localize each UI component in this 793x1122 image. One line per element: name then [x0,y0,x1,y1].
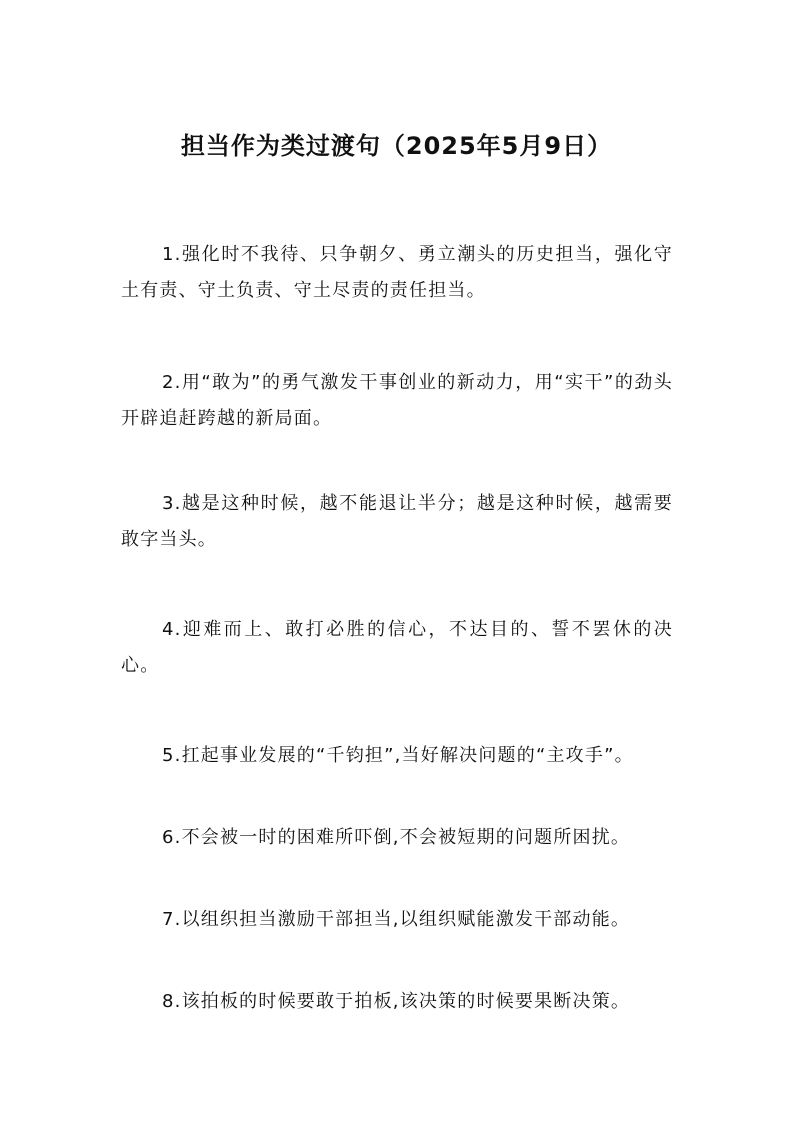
paragraph-2: 2.用“敢为”的勇气激发干事创业的新动力，用“实干”的劲头开辟追赶跨越的新局面。 [121,372,673,429]
paragraph-1: 1.强化时不我待、只争朝夕、勇立潮头的历史担当，强化守土有责、守土负责、守土尽责的责任担当。 [121,244,673,301]
paragraph-6: 6.不会被一时的困难所吓倒,不会被短期的问题所困扰。 [162,827,631,848]
paragraph-3: 3.越是这种时候，越不能退让半分；越是这种时候，越需要敢字当头。 [121,493,673,550]
document-title: 担当作为类过渡句（2025年5月9日） [180,132,613,160]
paragraph-7: 7.以组织担当激励干部担当,以组织赋能激发干部动能。 [162,909,631,930]
paragraph-4: 4.迎难而上、敢打必胜的信心，不达目的、誓不罢休的决心。 [121,619,673,676]
paragraph-8: 8.该拍板的时候要敢于拍板,该决策的时候要果断决策。 [162,991,631,1012]
paragraph-5: 5.扛起事业发展的“千钧担”,当好解决问题的“主攻手”。 [162,745,634,766]
